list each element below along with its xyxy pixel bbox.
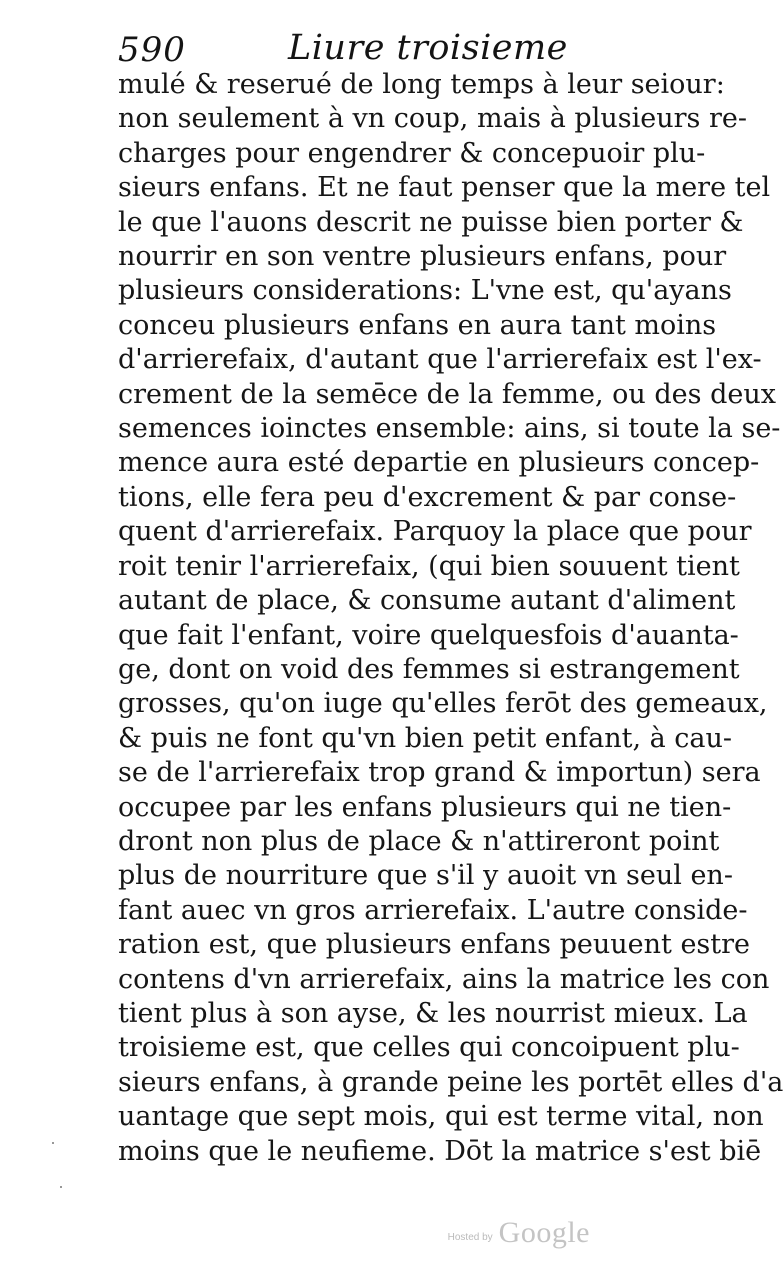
body-text (118, 68, 783, 1169)
text-line: uantage que sept mois, qui est terme vital, non (118, 1101, 764, 1133)
text-line: & puis ne font qu'vn bien petit enfant, à cau- (118, 722, 733, 754)
text-line: le que l'auons descrit ne puisse bien porter & (118, 206, 744, 238)
text-line: quent d'arrierefaix. Parquoy la place que pour (118, 516, 752, 548)
hosted-by-label: Hosted by (447, 1232, 493, 1243)
text-line: contens d'vn arrierefaix, ains la matrice les con (118, 963, 770, 995)
text-line: non seulement à vn coup, mais à plusieurs re- (118, 103, 747, 135)
text-line: sieurs enfans. Et ne faut penser que la mere tel (118, 172, 771, 204)
text-line: fant auec vn gros arrierefaix. L'autre conside- (118, 894, 748, 926)
text-line: moins que le neufieme. Dōt la matrice s'est biē (118, 1135, 762, 1167)
text-line: occupee par les enfans plusieurs qui ne tien- (118, 791, 732, 823)
text-line: autant de place, & consume autant d'aliment (118, 585, 736, 617)
text-line: plus de nourriture que s'il y auoit vn seul en- (118, 860, 733, 892)
text-line: ration est, que plusieurs enfans peuuent estre (118, 929, 751, 961)
text-line: se de l'arrierefaix trop grand & importun) sera (118, 757, 761, 789)
text-line: crement de la semēce de la femme, ou des deux (118, 378, 776, 410)
google-watermark (448, 1212, 590, 1248)
scan-speck (60, 1186, 62, 1188)
scan-speck (52, 1142, 54, 1144)
text-line: conceu plusieurs enfans en aura tant moins (118, 309, 717, 341)
text-line: semences ioinctes ensemble: ains, si toute la se- (118, 413, 781, 445)
text-line: charges pour engendrer & concepuoir plu- (118, 137, 706, 169)
text-line: que fait l'enfant, voire quelquesfois d'auanta- (118, 619, 739, 651)
page-header (118, 24, 678, 70)
text-line: roit tenir l'arrierefaix, (qui bien souuent tient (118, 550, 740, 582)
google-logo: Google (498, 1216, 590, 1249)
text-line: mence aura esté departie en plusieurs concep- (118, 447, 760, 479)
text-line: plusieurs considerations: L'vne est, qu'ayans (118, 275, 732, 307)
page-number: 590 (118, 30, 186, 70)
text-line: tions, elle fera peu d'excrement & par conse- (118, 481, 737, 513)
text-line: mulé & reserué de long temps à leur seiour: (118, 69, 725, 100)
text-line: nourrir en son ventre plusieurs enfans, pour (118, 241, 727, 273)
text-line: d'arrierefaix, d'autant que l'arrierefaix est l'ex- (118, 344, 762, 376)
text-line: troisieme est, que celles qui concoipuent plu- (118, 1032, 740, 1064)
text-line: grosses, qu'on iuge qu'elles ferōt des gemeaux, (118, 688, 768, 720)
text-line: ge, dont on void des femmes si estrangement (118, 653, 740, 685)
running-title: Liure troisieme (288, 28, 568, 68)
text-line: sieurs enfans, à grande peine les portēt elles d'a (118, 1066, 783, 1098)
text-line: dront non plus de place & n'attireront point (118, 825, 720, 857)
text-line: tient plus à son ayse, & les nourrist mieux. La (118, 997, 748, 1029)
